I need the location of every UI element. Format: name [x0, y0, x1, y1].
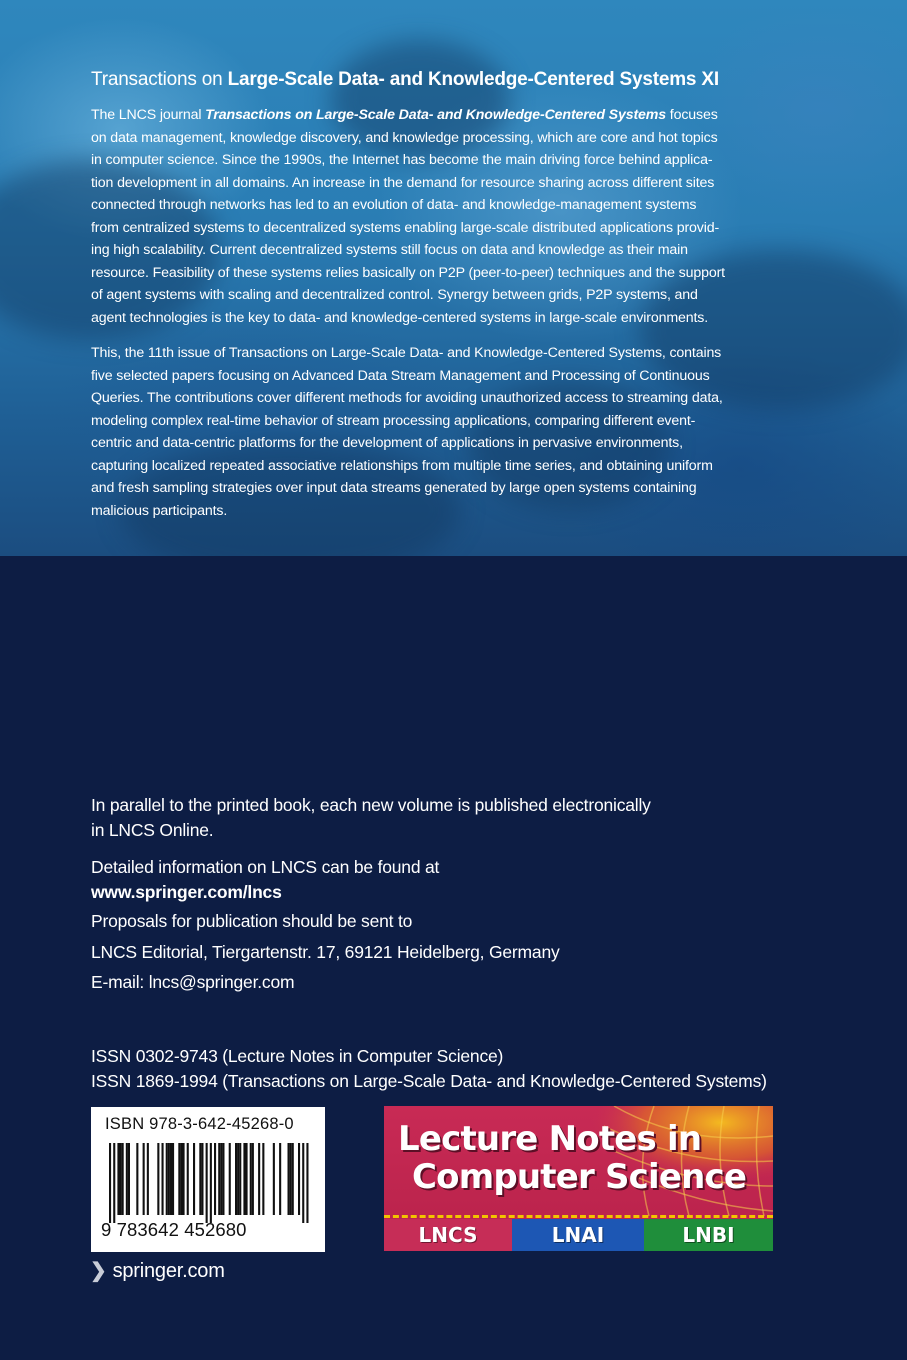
online-note-line-1: In parallel to the printed book, each new volume is published electronically	[91, 795, 651, 815]
barcode-bar	[218, 1143, 220, 1215]
barcode-bar	[201, 1143, 203, 1215]
barcode-bar	[199, 1143, 201, 1215]
barcode-bars	[103, 1143, 313, 1223]
barcode-bar	[250, 1143, 252, 1215]
paragraph-line: modeling complex real-time behavior of stream processing applications, comparing different event-	[91, 412, 696, 429]
ean-digits: 9 783642 452680	[101, 1219, 247, 1240]
paragraph-line: Queries. The contributions cover different methods for avoiding unauthorized access to streaming data,	[91, 390, 723, 406]
lncs-url-link[interactable]	[91, 880, 282, 905]
lncs-url-text: www.springer.com/lncs	[91, 882, 282, 902]
barcode-bar	[206, 1143, 208, 1223]
barcode-bar	[126, 1143, 128, 1215]
contact-email: E-mail: lncs@springer.com	[91, 972, 295, 992]
paragraph-line: of agent systems with scaling and decentralized control. Synergy between grids, P2P systems, and	[91, 287, 698, 303]
barcode-bar	[166, 1143, 168, 1215]
paragraph-line: and fresh sampling strategies over input data streams generated by large open systems containing	[91, 480, 697, 496]
barcode-bar	[183, 1143, 185, 1215]
barcode-bar	[252, 1143, 254, 1215]
logo-title-line-1: Lecture Notes in	[398, 1119, 702, 1159]
barcode-bar	[109, 1143, 111, 1223]
editorial-address: LNCS Editorial, Tiergartenstr. 17, 69121 Heidelberg, Germany	[91, 942, 560, 962]
paragraph-line: on data management, knowledge discovery, and knowledge processing, which are core and hot topics	[91, 129, 718, 146]
barcode-bar	[246, 1143, 248, 1215]
paragraph-line: from centralized systems to decentralized systems enabling large-scale distributed applications provid-	[91, 219, 720, 236]
barcode-bar	[210, 1143, 212, 1223]
barcode-bar	[220, 1143, 222, 1215]
paragraph-line: This, the 11th issue of Transactions on Large-Scale Data- and Knowledge-Centered Systems, contains	[91, 345, 722, 361]
barcode-bar	[113, 1143, 115, 1223]
isbn-barcode	[91, 1107, 325, 1252]
paragraph-line: resource. Feasibility of these systems relies basically on P2P (peer-to-peer) techniques and the support	[91, 264, 725, 281]
paragraph-line: malicious participants.	[91, 502, 228, 519]
issn-electronic: ISSN 1869-1994 (Transactions on Large-Scale Data- and Knowledge-Centered Systems)	[91, 1071, 767, 1091]
paragraph-line: centric and data-centric platforms for the development of applications in pervasive environments,	[91, 435, 683, 451]
barcode-bar	[302, 1143, 304, 1223]
logo-title	[398, 1120, 746, 1196]
springer-link-text: springer.com	[112, 1260, 225, 1282]
barcode-bar	[120, 1143, 122, 1215]
paragraph-line: tion development in all domains. An increase in the demand for resource sharing across different sites	[91, 174, 715, 191]
paragraph-line: five selected papers focusing on Advanced Data Stream Management and Processing of Continuous	[91, 367, 710, 384]
paragraph-line: capturing localized repeated associative relationships from multiple time series, and obtaining uniform	[91, 457, 713, 474]
barcode-bar	[180, 1143, 182, 1215]
barcode-bar	[290, 1143, 292, 1215]
barcode-bar	[239, 1143, 241, 1215]
title-prefix: Transactions on	[91, 69, 228, 90]
barcode-bar	[262, 1143, 264, 1215]
barcode-bar	[136, 1143, 138, 1215]
online-note-line-2: in LNCS Online.	[91, 820, 214, 840]
series-title	[91, 67, 719, 93]
description-paragraph-2	[91, 342, 791, 522]
barcode-bar	[292, 1143, 294, 1215]
barcode-bar	[143, 1143, 145, 1215]
paragraph-line: in computer science. Since the 1990s, the Internet has become the main driving force behind applica-	[91, 152, 713, 168]
barcode-bar	[298, 1143, 300, 1215]
barcode-bar	[170, 1143, 172, 1215]
barcode-bar	[279, 1143, 281, 1215]
barcode-bar	[172, 1143, 174, 1215]
chevron-right-icon: ❯	[90, 1260, 107, 1282]
isbn-label: ISBN 978-3-642-45268-0	[105, 1115, 294, 1133]
barcode-bar	[193, 1143, 195, 1215]
description-paragraph-1	[91, 104, 791, 329]
barcode-bar	[122, 1143, 124, 1215]
barcode-bar	[222, 1143, 224, 1215]
barcode-bar	[168, 1143, 170, 1215]
barcode-bar	[157, 1143, 159, 1215]
barcode-bar	[273, 1143, 275, 1215]
barcode-bar	[147, 1143, 149, 1215]
barcode-bar	[162, 1143, 164, 1215]
springer-link[interactable]	[90, 1258, 225, 1284]
logo-cell-lncs: LNCS	[384, 1219, 512, 1251]
paragraph-line: agent technologies is the key to data- and knowledge-centered systems in large-scale environments.	[91, 309, 708, 326]
barcode-bar	[229, 1143, 231, 1215]
barcode-bar	[187, 1143, 189, 1215]
journal-name: Transactions on Large-Scale Data- and Knowledge-Centered Systems	[205, 107, 666, 123]
barcode-bar	[258, 1143, 260, 1215]
issn-print: ISSN 0302-9743 (Lecture Notes in Computer Science)	[91, 1046, 504, 1066]
logo-cell-lnai: LNAI	[512, 1219, 644, 1251]
barcode-bar	[235, 1143, 237, 1215]
detail-info-line: Detailed information on LNCS can be found at	[91, 857, 440, 877]
line-part: The LNCS journal	[91, 107, 206, 123]
proposals-line: Proposals for publication should be sent to	[91, 911, 413, 931]
barcode-bar	[214, 1143, 216, 1215]
barcode-bar	[306, 1143, 308, 1223]
barcode-bar	[243, 1143, 245, 1215]
barcode-bar	[128, 1143, 130, 1215]
logo-divider	[384, 1215, 773, 1218]
logo-title-line-2: Computer Science	[412, 1157, 747, 1197]
paragraph-line: ing high scalability. Current decentralized systems still focus on data and knowledge as their main	[91, 242, 688, 258]
lncs-series-logo	[384, 1106, 773, 1251]
title-bold: Large-Scale Data- and Knowledge-Centered Systems XI	[227, 69, 719, 90]
logo-cell-lnbi: LNBI	[644, 1219, 773, 1251]
barcode-bar	[117, 1143, 119, 1215]
paragraph-line	[91, 104, 791, 127]
barcode-bar	[288, 1143, 290, 1215]
barcode-bar	[237, 1143, 239, 1215]
paragraph-line: connected through networks has led to an evolution of data- and knowledge-management systems	[91, 197, 697, 213]
description-panel	[0, 0, 907, 556]
line-part: focuses	[666, 107, 718, 123]
barcode-bar	[178, 1143, 180, 1215]
